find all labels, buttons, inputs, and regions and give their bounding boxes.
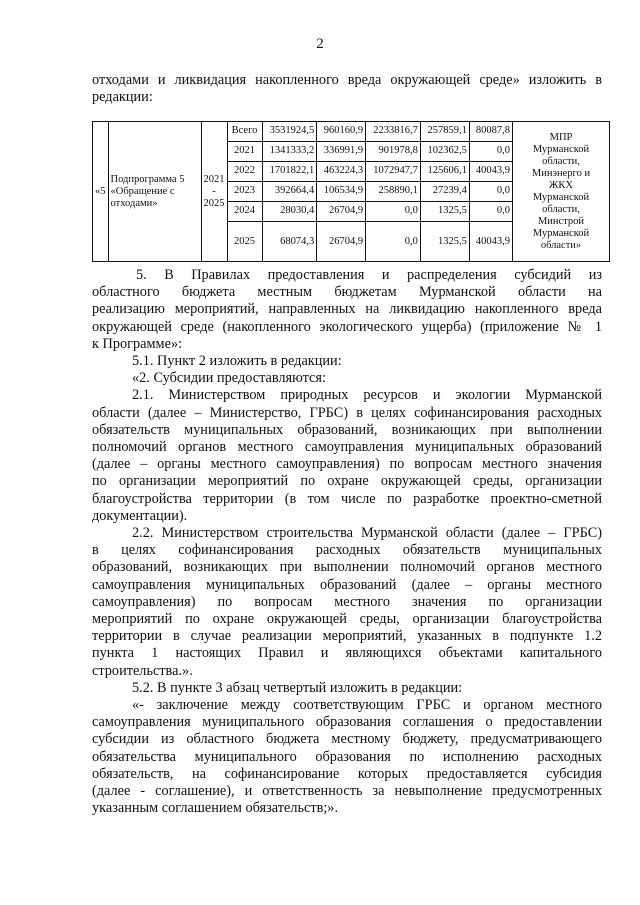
text-line: пункта 1 настоящих Правил и являющихся объектами капитального [92,645,602,662]
text-line: самоуправления муниципального образования соглашения о предоставлении [92,714,602,731]
intro-paragraph [92,72,602,106]
value-cell: 1701822,1 [262,161,317,181]
value-cell: 27239,4 [420,181,469,201]
text-line: обязательств муниципальных образований, возникающих при выполнении [92,421,602,438]
text-line: указанным соглашением обязательств;». [92,800,339,817]
text-line: мероприятий по охране окружающей среды, организации благоустройства [92,611,602,628]
text-line: «- заключение между соответствующим ГРБС и органом местного [132,697,602,714]
period-dash: - [212,185,216,197]
text-line: (далее - соглашение), и ответственность за невыполнение предусмотренных [92,783,602,800]
executor-line: Мурманской [532,227,590,239]
text-line: «2. Субсидии предоставляются: [132,370,326,387]
value-cell: 26704,9 [317,222,366,262]
text-line: документации). [92,507,188,524]
value-cell: 1325,5 [420,222,469,262]
text-line: редакции: [92,89,153,106]
value-cell: 26704,9 [317,201,366,221]
year-cell: 2021 [227,141,262,161]
value-cell: 901978,8 [366,141,421,161]
subprogram-name: Подпрограмма 5 «Обращение с отходами» [108,122,201,262]
executor-line: области, [542,203,580,215]
period [201,122,227,262]
text-line: 5.2. В пункте 3 абзац четвертый изложить в редакции: [132,679,463,696]
period-start: 2021 [203,173,225,185]
value-cell: 257859,1 [420,122,469,142]
year-cell: 2023 [227,181,262,201]
value-cell: 336991,9 [317,141,366,161]
executor-line: Мурманской [532,191,590,203]
text-line: территории в случае реализации мероприятий, указанных в подпункте 1.2 [92,628,602,645]
value-cell: 106534,9 [317,181,366,201]
text-line: полномочий органов местного самоуправления муниципальных образований [92,439,602,456]
value-cell: 0,0 [366,222,421,262]
text-line: в целях софинансирования расходных обязательств муниципальных [92,542,602,559]
year-cell: Всего [227,122,262,142]
executor-line: Минстрой [537,215,585,227]
value-cell: 1341333,2 [262,141,317,161]
executor-line: Мурманской [532,143,590,155]
text-line: обязательства муниципального образования по исполнению расходных [92,748,602,765]
text-line: образований, возникающих при выполнении полномочий органов местного [92,559,602,576]
table-row [93,122,610,142]
period-end: 2025 [203,197,225,209]
subprogram-table [92,121,610,262]
value-cell: 0,0 [469,181,512,201]
value-cell: 1072947,7 [366,161,421,181]
year-cell: 2025 [227,222,262,262]
row-number: «5 [93,122,109,262]
value-cell: 0,0 [469,201,512,221]
text-line: благоустройства территории (в том числе по разработке проектно-сметной [92,490,602,507]
executor-line: Минэнерго и [531,167,591,179]
text-line: 2.1. Министерством природных ресурсов и экологии Мурманской [132,387,602,404]
text-line: (далее – органы местного самоуправления) по вопросам местного значения [92,456,602,473]
value-cell: 28030,4 [262,201,317,221]
value-cell: 2233816,7 [366,122,421,142]
text-line: отходами и ликвидация накопленного вреда окружающей среде» изложить в [92,72,602,88]
value-cell: 68074,3 [262,222,317,262]
value-cell: 40043,9 [469,161,512,181]
text-line: области (далее – Министерство, ГРБС) в целях софинансирования расходных [92,404,602,421]
value-cell: 960160,9 [317,122,366,142]
value-cell: 0,0 [469,141,512,161]
value-cell: 0,0 [366,201,421,221]
text-line: по организации мероприятий по охране окружающей среды, организации [92,473,602,490]
text-line: 2.2. Министерством строительства Мурманской области (далее – ГРБС) [132,525,602,542]
text-line: самоуправления муниципальных образований (далее – органы местного [92,576,602,593]
value-cell: 1325,5 [420,201,469,221]
text-line: реализацию мероприятий, направленных на ликвидацию накопленного вреда [92,301,602,318]
text-line: областного бюджета местным бюджетам Мурманской области на [92,284,602,301]
value-cell: 80087,8 [469,122,512,142]
executor-line: области, [542,155,580,167]
value-cell: 102362,5 [420,141,469,161]
executor-line: ЖКХ [549,179,573,191]
executors [513,122,610,262]
text-line: окружающей среде (накопленного экологического ущерба) (приложение № 1 [92,318,602,335]
value-cell: 392664,4 [262,181,317,201]
value-cell: 3531924,5 [262,122,317,142]
text-line: 5.1. Пункт 2 изложить в редакции: [132,353,342,370]
text-line: обязательств, на софинансирование которых предоставляется субсидия [92,765,602,782]
text-line: субсидии из областного бюджета местному бюджету, предусматривающего [92,731,602,748]
executor-line: МПР [549,131,573,143]
text-line: к Программе»: [92,335,183,352]
section-5-paragraph [92,267,602,818]
value-cell: 40043,9 [469,222,512,262]
value-cell: 258890,1 [366,181,421,201]
page-number: 2 [316,36,324,52]
year-cell: 2022 [227,161,262,181]
value-cell: 463224,3 [317,161,366,181]
executor-line: области» [540,239,582,251]
year-cell: 2024 [227,201,262,221]
text-line: 5. В Правилах предоставления и распределения субсидий из [136,267,602,283]
text-line: самоуправления) по вопросам местного значения по организации [92,593,602,610]
value-cell: 125606,1 [420,161,469,181]
text-line: строительства.». [92,662,193,679]
